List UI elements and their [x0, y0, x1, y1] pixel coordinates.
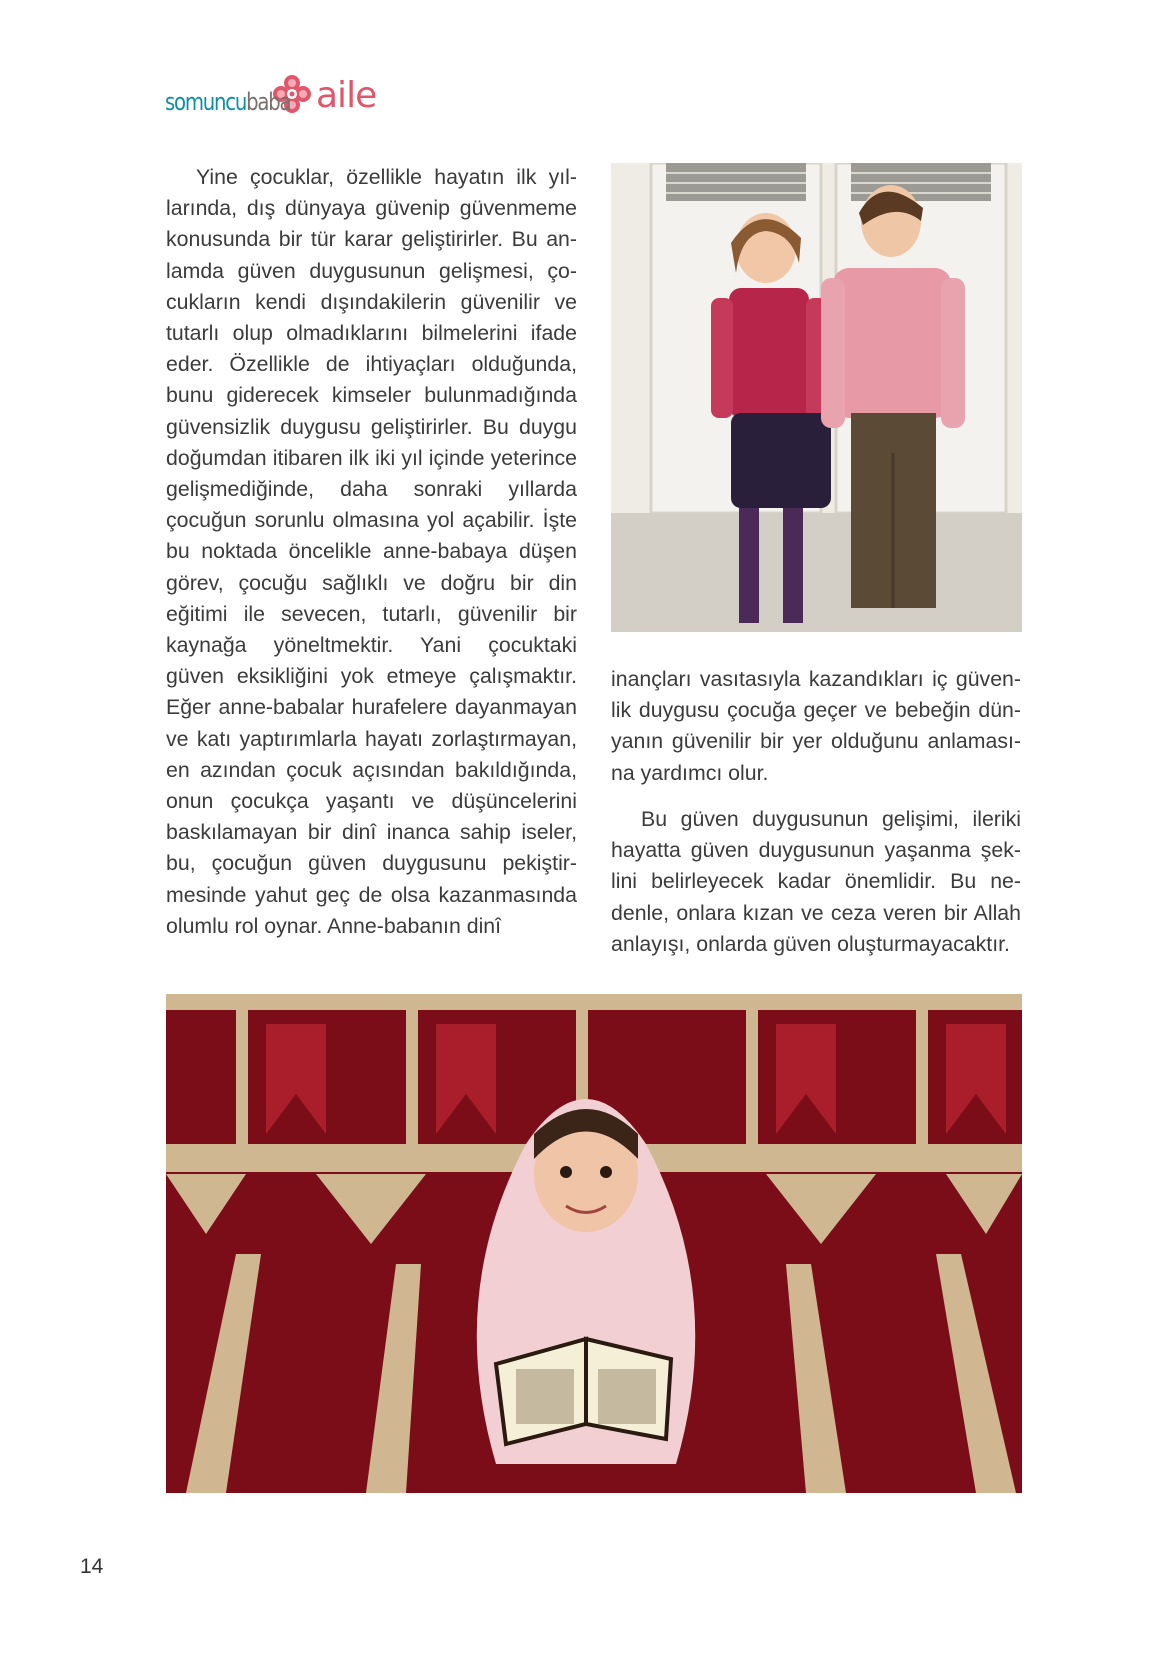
children-photo [611, 163, 1022, 632]
logo-brand-part1: somuncu [165, 88, 247, 116]
page-number: 14 [80, 1555, 104, 1578]
logo-wordmark [165, 88, 291, 116]
logo-aile: aile [316, 75, 377, 116]
girl-reading-quran-illustration [166, 994, 1022, 1493]
girl-reading-quran-photo [166, 994, 1022, 1493]
article-right-column-part2 [611, 804, 1021, 960]
paragraph-left: Yine çocuklar, özellikle hayatın ilk yıllarında, dış dünyaya güvenip güvenmeme konusunda bir tür karar geliştirirler. Bu anlamda güven duygusunun gelişmesi, çocukların kendi dışındakilerin güvenilir ve tutarlı olup olmadıklarını bilmelerini ifade eder. Özellikle de ihtiyaçları olduğunda, bunu giderecek kimseler bulunmadığında güvensizlik duygusu geliştirirler. Bu duygu doğumdan itibaren ilk iki yıl içinde yeterince gelişmediğinde, daha sonraki yıllarda çocuğun sorunlu olmasına yol açabilir. İşte bu noktada öncelikle anne-babaya düşen görev, çocuğu sağlıklı ve doğru bir din eğitimi ile sevecen, tutarlı, güvenilir bir kaynağa yöneltmektir. Yani çocuktaki güven eksikliğini yok etmeye çalışmaktır. Eğer anne-babalar hurafelere dayanmayan ve katı yaptırımlarla hayatı zorlaştırmayan, en azından çocuk açısından bakıldığında, onun çocukça yaşantı ve düşüncelerini baskılamayan bir dinî inanca sahip iseler, bu, çocuğun güven duygusunu pekiştirmesinde yahut geç de olsa kazanmasında olumlu rol oynar. Anne-babanın dinî [166, 165, 577, 938]
article-left-column [166, 162, 577, 942]
magazine-logo [165, 70, 376, 114]
article-right-column-part1 [611, 664, 1021, 789]
logo-brand-part2: baba [246, 88, 291, 116]
paragraph-right-1: inançları vasıtasıyla kazandıkları iç güvenlik duygusu çocuğa geçer ve bebeğin dünyanın güvenilir bir yer olduğunu anlamasına yardımcı olur. [611, 667, 1021, 785]
children-photo-illustration [611, 163, 1022, 632]
paragraph-right-2: Bu güven duygusunun gelişimi, ileriki hayatta güven duygusunun yaşanma şeklini belirleyecek kadar önemlidir. Bu nedenle, onlara kızan ve ceza veren bir Allah anlayışı, onlarda güven oluşturmayacaktır. [611, 807, 1021, 956]
